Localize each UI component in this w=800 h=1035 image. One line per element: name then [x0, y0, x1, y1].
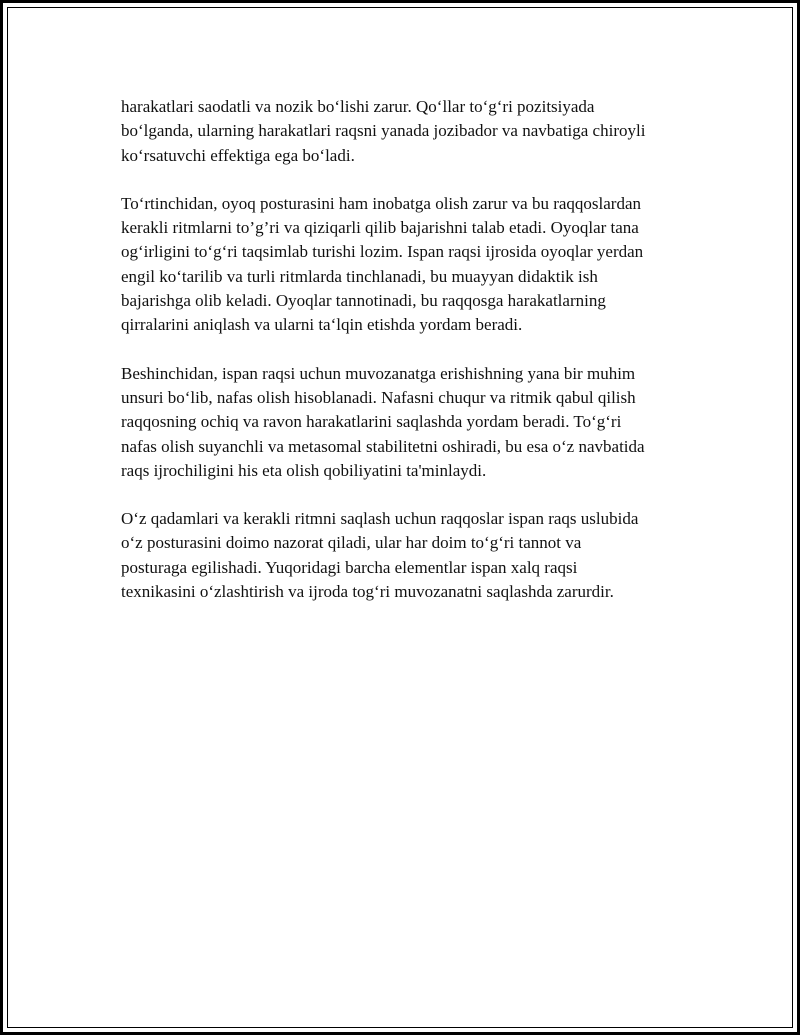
- document-body: [121, 95, 711, 628]
- paragraph-3: Beshinchidan, ispan raqsi uchun muvozanatga erishishning yana bir muhim unsuri bo‘lib, nafas olish hisoblanadi. Nafasni chuqur va ritmik qabul qilish raqqosning ochiq va ravon harakatlarini saqlashda yordam beradi. To‘g‘ri nafas olish suyanchli va metasomal stabilitetni oshiradi, bu esa o‘z navbatida raqs ijrochiligini his eta olish qobiliyatini ta'minlaydi.: [121, 363, 645, 480]
- paragraph-2: To‘rtinchidan, oyoq posturasini ham inobatga olish zarur va bu raqqoslardan kerakli ritmlarni to’g’ri va qiziqarli qilib bajarishni talab etadi. Oyoqlar tana og‘irligini to‘g‘ri taqsimlab turishi lozim. Ispan raqsi ijrosida oyoqlar yerdan engil ko‘tarilib va turli ritmlarda tinchlanadi, bu muayyan didaktik ish bajarishga olib keladi. Oyoqlar tannotinadi, bu raqqosga harakatlarning qirralarini aniqlash va ularni ta‘lqin etishda yordam beradi.: [121, 193, 644, 335]
- paragraph-4: O‘z qadamlari va kerakli ritmni saqlash uchun raqqoslar ispan raqs uslubida o‘z posturasini doimo nazorat qiladi, ular har doim to‘g‘ri tannot va posturaga egilishadi. Yuqoridagi barcha elementlar ispan xalq raqsi texnikasini o‘zlashtirish va ijroda tog‘ri muvozanatni saqlashda zarurdir.: [121, 509, 639, 602]
- paragraph-1: harakatlari saodatli va nozik bo‘lishi zarur. Qo‘llar to‘g‘ri pozitsiyada bo‘lganda, ularning harakatlari raqsni yanada jozibador va navbatiga chiroyli ko‘rsatuvchi effektiga ega bo‘ladi.: [121, 97, 646, 165]
